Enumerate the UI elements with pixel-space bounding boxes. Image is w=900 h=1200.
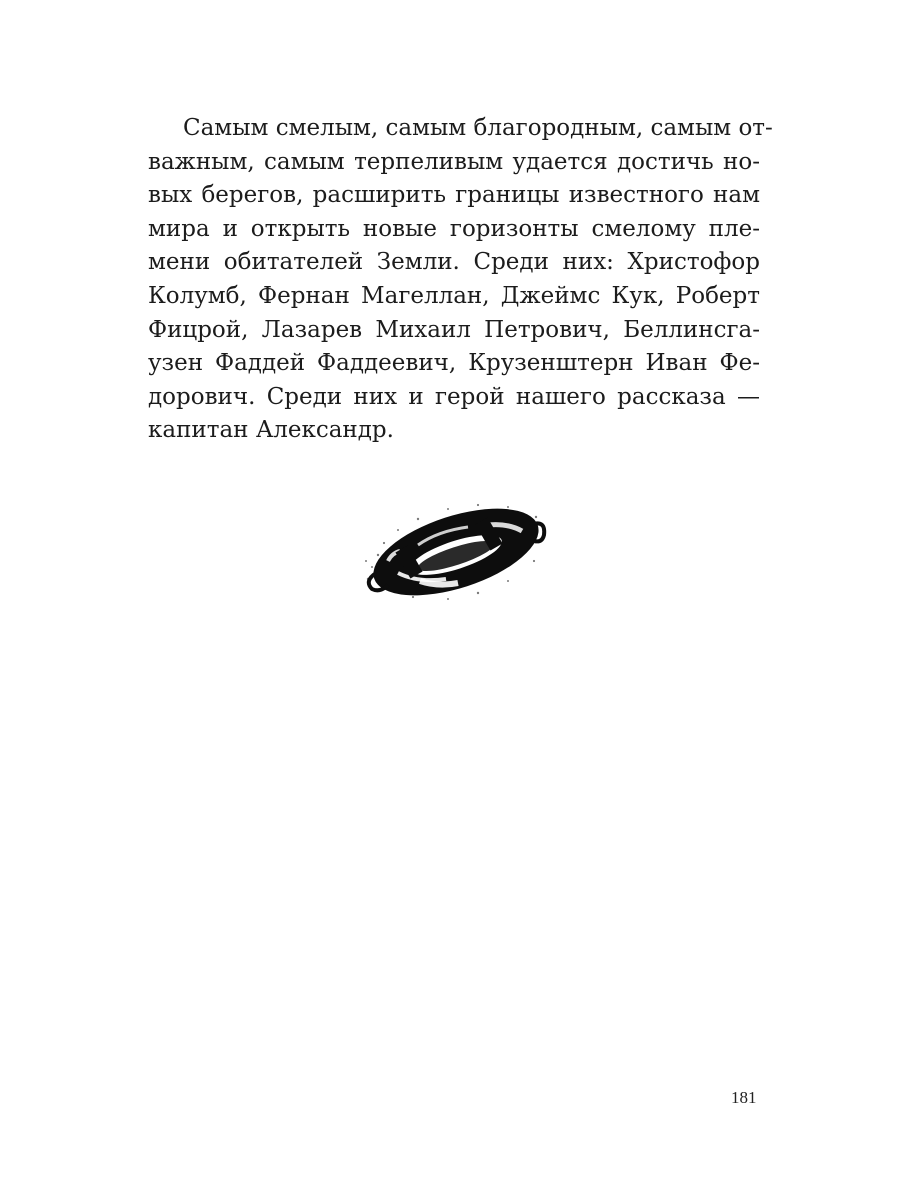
lifebuoy-icon xyxy=(358,495,553,605)
body-paragraph xyxy=(148,112,773,448)
paragraph-line: узен Фаддей Фаддеевич, Крузенштерн Иван Фе- xyxy=(148,350,760,377)
paragraph-line: Фицрой, Лазарев Михаил Петрович, Беллинсга- xyxy=(148,316,760,343)
paragraph-line: Самым смелым, самым благородным, самым от- xyxy=(183,115,773,141)
paragraph-line: мени обитателей Земли. Среди них: Христофор xyxy=(148,249,760,276)
paragraph-line: важным, самым терпеливым удается достичь но- xyxy=(148,148,760,175)
paragraph-line: вых берегов, расширить границы известного нам xyxy=(148,182,760,209)
page-number: 181 xyxy=(731,1088,757,1107)
paragraph-line: капитан Александр. xyxy=(148,417,394,444)
paragraph-line: Колумб, Фернан Магеллан, Джеймс Кук, Роберт xyxy=(148,282,760,309)
paragraph-line: мира и открыть новые горизонты смелому пле- xyxy=(148,215,760,242)
paragraph-line: дорович. Среди них и герой нашего рассказа — xyxy=(148,383,760,410)
